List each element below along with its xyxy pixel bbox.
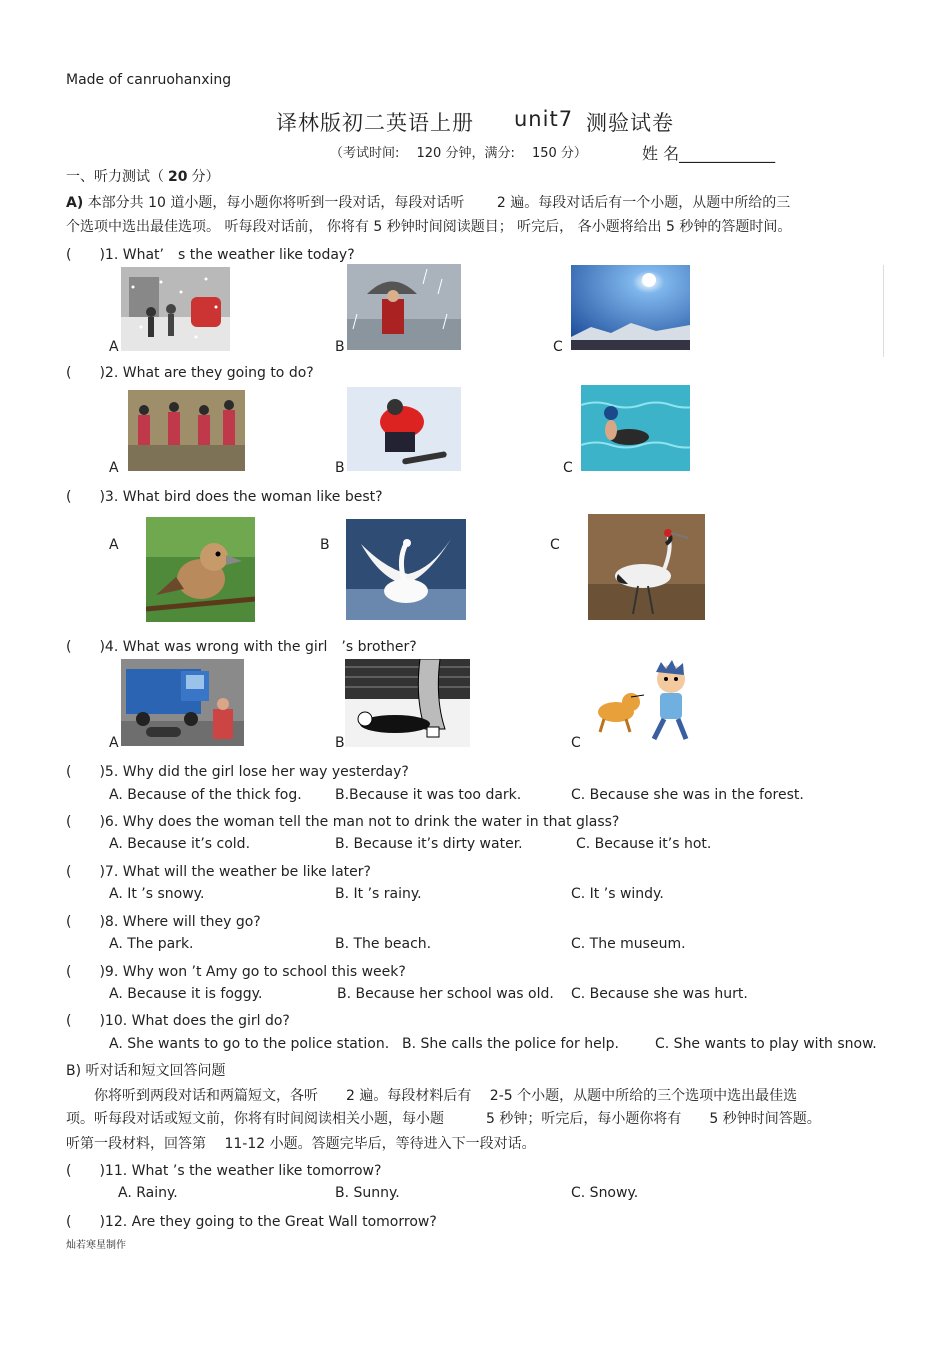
swan-image [346,519,466,620]
page-edge-line [883,265,884,357]
rainy-umbrella-image [347,264,461,350]
question-3: ( )3. What bird does the woman like best? [66,489,383,505]
q2-option-c: C [563,460,573,476]
q9-option-b: B. Because her school was old. [337,986,554,1002]
q11-option-b: B. Sunny. [335,1185,400,1201]
q3-option-a: A [109,537,119,553]
q7-option-a: A. It ’s snowy. [109,886,205,902]
q7-option-b: B. It ’s rainy. [335,886,422,902]
fallen-from-tree-image [345,659,470,747]
q6-option-c: C. Because it’s hot. [576,836,712,852]
partA-instructions-1: A) 本部分共 10 道小题，每小题你将听到一段对话，每段对话听 2 遍。每段对话后有一个小题，从题中所给的三 [66,195,791,211]
q8-option-a: A. The park. [109,936,194,952]
crane-bird-image [588,514,705,620]
question-1: ( )1. What’ s the weather like today? [66,247,355,263]
section-heading: 一、听力测试（ 20 分） [66,169,220,185]
q8-option-b: B. The beach. [335,936,432,952]
made-of-note: Made of canruohanxing [66,72,232,88]
name-field: 姓 名____________ [642,144,776,163]
q11-option-a: A. Rainy. [118,1185,178,1201]
q6-option-b: B. Because it’s dirty water. [335,836,523,852]
q4-option-c: C [571,735,581,751]
q6-option-a: A. Because it’s cold. [109,836,251,852]
question-10: ( )10. What does the girl do? [66,1013,290,1029]
sparrow-bird-image [146,517,255,622]
question-4: ( )4. What was wrong with the girl ’s brother? [66,639,417,655]
partB-heading: B) 听对话和短文回答问题 [66,1063,226,1079]
footer-note: 灿若寒星制作 [66,1240,126,1251]
q5-option-c: C. Because she was in the forest. [571,787,804,803]
partB-instructions-2: 项。听每段对话或短文前，你将有时间阅读相关小题，每小题 5 秒钟；听完后，每小题你将有 5 秒钟时间答题。 [66,1111,821,1127]
q2-option-a: A [109,460,119,476]
dog-chasing-boy-image [586,657,704,747]
question-11: ( )11. What ’s the weather like tomorrow? [66,1163,382,1179]
q5-option-a: A. Because of the thick fog. [109,787,302,803]
question-2: ( )2. What are they going to do? [66,365,314,381]
q9-option-a: A. Because it is foggy. [109,986,263,1002]
question-7: ( )7. What will the weather be like later? [66,864,371,880]
q11-option-c: C. Snowy. [571,1185,639,1201]
partA-instructions-2: 个选项中选出最佳选项。 听每段对话前， 你将有 5 秒钟时间阅读题目； 听完后， 各小题将给出 5 秒钟的答题时间。 [66,219,792,235]
question-6: ( )6. Why does the woman tell the man not to drink the water in that glass? [66,814,620,830]
exam-info: （考试时间: 120 分钟，满分: 150 分） [330,146,587,161]
title-mid: unit7 [514,107,574,131]
snowy-street-image [121,267,230,351]
q10-option-a: A. She wants to go to the police station. [109,1036,390,1052]
question-5: ( )5. Why did the girl lose her way yesterday? [66,764,409,780]
q10-option-c: C. She wants to play with snow. [655,1036,877,1052]
q8-option-c: C. The museum. [571,936,686,952]
q1-option-a: A [109,339,119,355]
partB-instructions-1: 你将听到两段对话和两篇短文，各听 2 遍。每段材料后有 2-5 个小题，从题中所给的三个选项中选出最佳选 [94,1088,798,1104]
question-8: ( )8. Where will they go? [66,914,261,930]
q1-option-c: C [553,339,563,355]
q5-option-b: B.Because it was too dark. [335,787,522,803]
q4-option-b: B [335,735,345,751]
snowboarding-image [347,387,461,471]
title-left: 译林版初二英语上册 [276,111,474,135]
q7-option-c: C. It ’s windy. [571,886,664,902]
q4-option-a: A [109,735,119,751]
q2-option-b: B [335,460,345,476]
truck-accident-image [121,659,244,746]
question-12: ( )12. Are they going to the Great Wall tomorrow? [66,1214,437,1230]
question-9: ( )9. Why won ’t Amy go to school this week? [66,964,406,980]
partB-instructions-3: 听第一段材料，回答第 11-12 小题。答题完毕后，等待进入下一段对话。 [66,1136,536,1152]
q3-option-b: B [320,537,330,553]
q1-option-b: B [335,339,345,355]
sunny-sky-image [571,265,690,350]
title-right: 测验试卷 [586,111,674,135]
dancing-people-image [128,390,245,471]
q10-option-b: B. She calls the police for help. [402,1036,619,1052]
q9-option-c: C. Because she was hurt. [571,986,748,1002]
q3-option-c: C [550,537,560,553]
swimming-image [581,385,690,471]
